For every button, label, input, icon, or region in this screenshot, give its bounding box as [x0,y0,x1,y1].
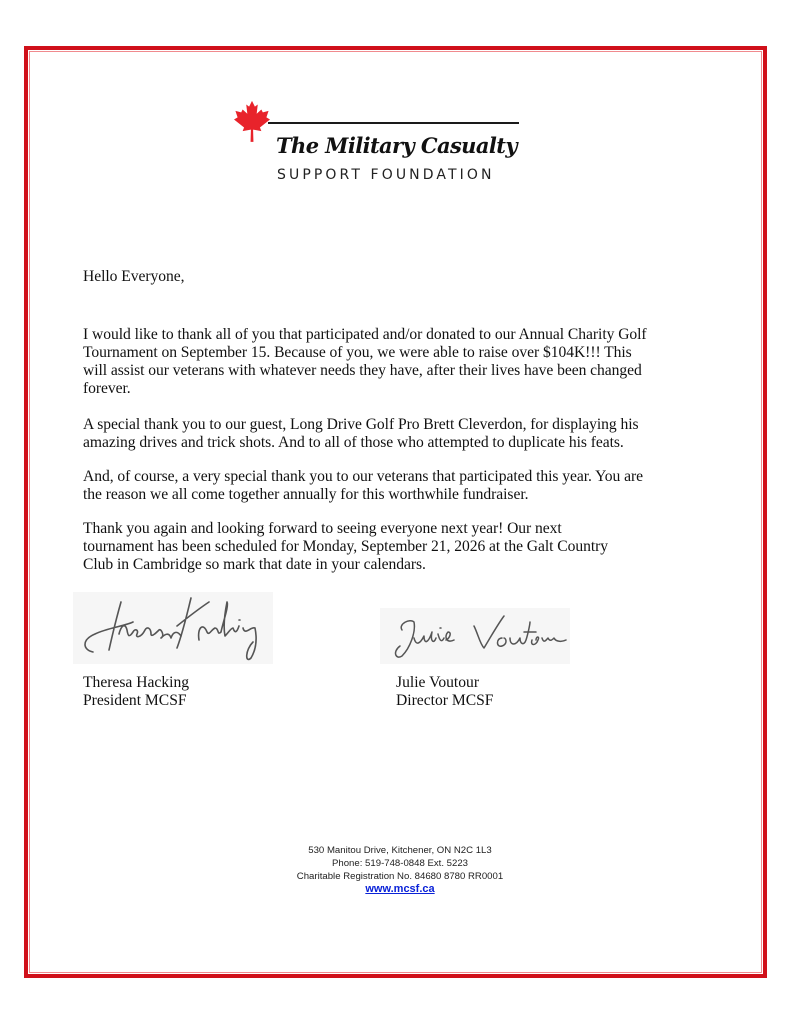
paragraph-thanks [83,326,647,398]
signatory-name: Julie Voutour [396,674,480,691]
greeting: Hello Everyone, [83,268,185,285]
signature-theresa-hacking [73,592,273,664]
paragraph-guest [83,416,639,452]
paragraph-line: amazing drives and trick shots. And to all of those who attempted to duplicate his feats. [83,434,624,451]
paragraph-line: forever. [83,380,131,397]
paragraph-next-year [83,520,608,574]
paragraph-line: Club in Cambridge so mark that date in your calendars. [83,556,426,573]
signatory-president [83,674,189,710]
paragraph-line: Thank you again and looking forward to seeing everyone next year! Our next [83,520,562,537]
paragraph-line: And, of course, a very special thank you to our veterans that participated this year. You are [83,468,644,485]
paragraph-line: will assist our veterans with whatever needs they have, after their lives have been changed [83,362,642,379]
foundation-logo [230,96,530,191]
footer-registration: Charitable Registration No. 84680 8780 RR0001 [296,871,504,882]
logo-subtitle: SUPPORT FOUNDATION [277,167,495,183]
maple-leaf-icon [234,100,270,142]
paragraph-line: A special thank you to our guest, Long Drive Golf Pro Brett Cleverdon, for displaying his [83,416,639,433]
signatory-title: Director MCSF [396,692,494,709]
paragraph-line: the reason we all come together annually for this worthwhile fundraiser. [83,486,529,503]
logo-rule [268,122,519,124]
footer-address: 530 Manitou Drive, Kitchener, ON N2C 1L3 [308,845,492,856]
signatory-name: Theresa Hacking [83,674,190,691]
paragraph-line: Tournament on September 15. Because of you, we were able to raise over $104K!!! This [83,344,632,361]
paragraph-line: tournament has been scheduled for Monday, September 21, 2026 at the Galt Country [83,538,609,555]
signatory-title: President MCSF [83,692,187,709]
website-link[interactable]: www.mcsf.ca [365,883,435,895]
signatory-director [396,674,493,710]
letterhead-footer [200,844,600,896]
logo-title: The Military Casualty [276,133,517,158]
footer-phone: Phone: 519-748-0848 Ext. 5223 [331,858,469,869]
paragraph-veterans [83,468,643,504]
paragraph-line: I would like to thank all of you that participated and/or donated to our Annual Charity Golf [83,326,647,343]
signature-julie-voutour [380,608,570,664]
